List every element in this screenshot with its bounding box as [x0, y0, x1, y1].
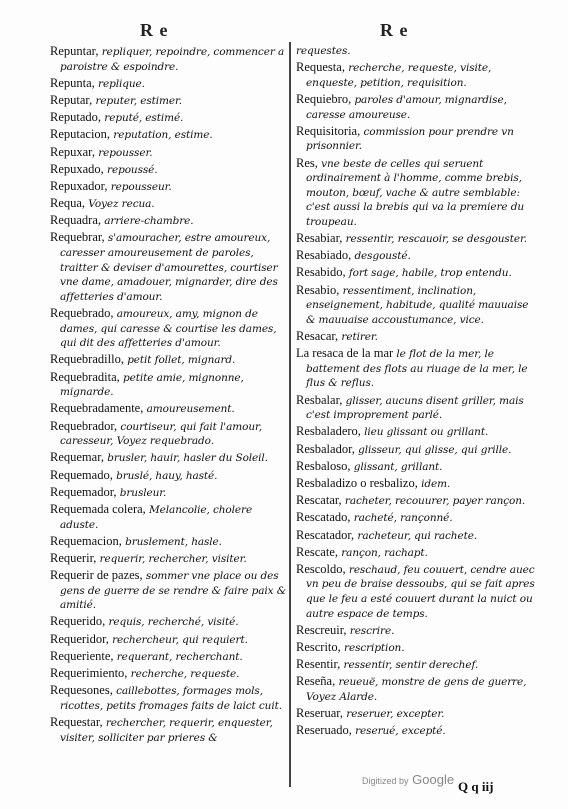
definition: idem.: [417, 477, 451, 490]
definition: reputation, estime.: [110, 129, 213, 142]
dictionary-entry: [50, 568, 286, 613]
headword: Reseña,: [296, 674, 336, 689]
headword: Requisitoria,: [296, 123, 361, 138]
definition: amoureusement.: [143, 403, 235, 416]
dictionary-entry: [50, 127, 286, 143]
dictionary-entry: [50, 306, 286, 351]
dictionary-entry: [50, 666, 286, 682]
headword: Rescoldo,: [296, 561, 346, 576]
definition: paroles d'amour, mignardise, caresse amoureuse.: [306, 93, 507, 121]
dictionary-entry: [50, 76, 286, 92]
headword: Resacar,: [296, 329, 339, 344]
headword: Requebradamente,: [50, 401, 144, 416]
digitized-label: Digitized by: [362, 776, 409, 786]
dictionary-entry: [50, 485, 286, 501]
headword: Repuxador,: [50, 178, 108, 193]
dictionary-entry: [50, 419, 286, 449]
dictionary-entry: [50, 715, 286, 745]
definition: repousseur.: [107, 180, 172, 193]
dictionary-entry: [296, 231, 536, 247]
definition: rescription.: [340, 642, 405, 655]
dictionary-entry: [50, 196, 286, 212]
definition: ressentir, rescauoir, se desgouster.: [342, 233, 527, 246]
headword: Resbaloso,: [296, 458, 351, 473]
headword: Requebrador,: [50, 418, 118, 433]
definition: glissant, grillant.: [350, 460, 443, 473]
dictionary-entry: [296, 393, 536, 423]
headword: Rescatado,: [296, 510, 351, 525]
headword: Requerimiento,: [50, 666, 128, 680]
definition: rechercher, requerir, enquester, visiter, solliciter par prieres &: [60, 716, 273, 744]
headword: Resbaladizo o resbalizo,: [296, 475, 418, 490]
headword: Res,: [296, 155, 318, 170]
headword: Reseruar,: [296, 706, 344, 721]
headword: Requesones,: [50, 683, 113, 698]
definition: petite amie, mignonne, mignarde.: [60, 371, 244, 399]
headword: Rescatador,: [296, 527, 355, 542]
definition: desgousté.: [351, 250, 411, 263]
definition: rançon, rachapt.: [338, 546, 428, 559]
definition: ressentir, sentir derechef.: [340, 659, 479, 672]
dictionary-entry: [296, 156, 536, 230]
definition: rechercheur, qui requiert.: [108, 633, 248, 646]
headword: Repuxar,: [50, 144, 95, 159]
dictionary-entry: [50, 551, 286, 567]
headword: Requebradillo,: [50, 352, 124, 367]
dictionary-entry: [50, 110, 286, 126]
definition: glisseur, qui glisse, qui grille.: [354, 443, 512, 456]
headword: Requemada colera,: [50, 501, 146, 516]
dictionary-entry: [50, 162, 286, 178]
definition: bruslement, hasle.: [121, 535, 222, 548]
dictionary-entry: [296, 459, 536, 475]
definition: repoussé.: [103, 163, 158, 176]
headword: Reputado,: [50, 110, 102, 125]
headword: Requeridor,: [50, 631, 109, 646]
dictionary-entry: [296, 493, 536, 509]
dictionary-entry: [50, 93, 286, 109]
column-divider: [289, 42, 291, 787]
headword: Requestar,: [50, 714, 103, 729]
headword: La resaca de la mar: [296, 346, 394, 361]
definition: reputé, estimé.: [101, 112, 184, 125]
page-signature: Q q iij: [458, 779, 494, 794]
dictionary-entry: [296, 265, 536, 281]
headword: Resabido,: [296, 265, 346, 280]
definition: racheté, rançonné.: [350, 512, 453, 525]
headword: Resbaladero,: [296, 424, 361, 439]
headword: Requesta,: [296, 60, 345, 75]
headword: Rescrito,: [296, 640, 341, 655]
definition: Melancolie, cholere aduste.: [60, 503, 253, 531]
dictionary-entry: [296, 248, 536, 264]
headword: Requeriente,: [50, 648, 114, 663]
headword: Resbalador,: [296, 441, 355, 456]
dictionary-entry: [296, 60, 536, 90]
dictionary-entry: [50, 44, 286, 74]
dictionary-entry: [50, 370, 286, 400]
dictionary-entry: [50, 614, 286, 630]
headword: Requiebro,: [296, 91, 352, 106]
headword: Rescate,: [296, 544, 338, 559]
headword: Reputacion,: [50, 127, 111, 142]
definition: sommer vne place ou des gens de guerre de se rendre & faire paix & amitié.: [60, 570, 286, 612]
definition: brusler, hauir, hasler du Soleil.: [104, 452, 268, 465]
dictionary-entry: [296, 674, 536, 704]
left-column: [50, 44, 286, 747]
digitized-by-google-watermark: [362, 772, 454, 787]
definition: reueuë, monstre de gens de guerre, Voyez Alarde.: [306, 676, 527, 703]
definition: repliquer, repoindre, commencer a paroistre & espoindre.: [60, 46, 285, 73]
definition: glisser, aucuns disent griller, mais c'est improprement parlé.: [306, 394, 524, 422]
dictionary-entry: [50, 683, 286, 713]
headword: Requa,: [50, 196, 86, 211]
dictionary-entry: [296, 723, 536, 739]
definition: ressentiment, inclination, enseignement, habitude, qualité mauuaise & mauuaise accoustumance, vice.: [306, 284, 529, 326]
definition: amoureux, amy, mignon de dames, qui caresse & courtise les dames, qui dit des affetteries d'amour.: [60, 308, 277, 350]
headword: Repuntar,: [50, 44, 99, 58]
definition: recherche, requeste.: [127, 668, 240, 680]
dictionary-entry: [296, 640, 536, 656]
running-head-left: R e: [140, 20, 169, 40]
dictionary-entry: [50, 450, 286, 466]
headword: Reseruado,: [296, 723, 352, 738]
headword: Requebrar,: [50, 230, 105, 245]
definition: brusleur.: [116, 486, 167, 499]
headword: Repunta,: [50, 75, 95, 90]
dictionary-entry: [50, 632, 286, 648]
definition: replique.: [94, 77, 145, 90]
headword: Requebrado,: [50, 306, 114, 321]
dictionary-entry: [296, 623, 536, 639]
definition: reputer, estimer.: [92, 94, 182, 107]
headword: Requebradita,: [50, 369, 120, 384]
definition: retirer.: [338, 331, 378, 344]
definition: reseruer, excepter.: [343, 708, 445, 721]
dictionary-entry: [296, 329, 536, 345]
headword: Requerir,: [50, 550, 97, 565]
dictionary-entry: [50, 468, 286, 484]
google-wordmark: Google: [412, 772, 455, 787]
definition: fort sage, habile, trop entendu.: [345, 267, 512, 280]
dictionary-entry: [296, 283, 536, 328]
dictionary-entry: [296, 657, 536, 673]
dictionary-entry: [296, 442, 536, 458]
dictionary-entry: [296, 562, 536, 621]
right-column: [296, 44, 536, 741]
dictionary-entry: [50, 352, 286, 368]
definition: bruslé, hauy, hasté.: [112, 469, 218, 482]
definition: lieu glissant ou grillant.: [360, 426, 489, 439]
dictionary-entry: [296, 528, 536, 544]
definition: vne beste de celles qui seruent ordinairement à l'homme, comme brebis, mouton, bœuf, vache & autre semblable: c'est aussi la brebis qui va la premiere du troupeau.: [306, 157, 525, 228]
headword: Repuxado,: [50, 161, 104, 176]
headword: Requemador,: [50, 484, 117, 499]
headword: Resentir,: [296, 657, 341, 672]
dictionary-entry: [296, 510, 536, 526]
dictionary-entry: [50, 649, 286, 665]
dictionary-entry: [296, 346, 536, 391]
definition: Voyez recua.: [85, 198, 155, 211]
definition: le flot de la mer, le battement des flots au riuage de la mer, le flus & reflus.: [306, 348, 528, 390]
dictionary-entry: [50, 179, 286, 195]
definition: reserué, excepté.: [351, 725, 446, 738]
dictionary-entry: [296, 424, 536, 440]
headword: Resabiar,: [296, 231, 343, 246]
definition: requis, recherché, visité.: [105, 616, 239, 629]
definition: reschaud, feu couuert, cendre auec vn peu de braise dessoubs, qui se fait apres que le feu a esté couuert durant la nuict ou autre espace de temps.: [306, 563, 535, 620]
headword: Requerido,: [50, 614, 106, 629]
dictionary-entry: [50, 230, 286, 304]
dictionary-entry: [296, 706, 536, 722]
definition: petit follet, mignard.: [123, 354, 236, 367]
headword: Requemado,: [50, 467, 113, 482]
definition: requerir, rechercher, visiter.: [96, 552, 247, 565]
definition: s'amouracher, estre amoureux, caresser amoureusement de paroles, traitter & deviser d'amourettes, courtiser vne dame, amadouer, mignarder, dire des affetteries d'amour.: [60, 232, 278, 303]
headword: Resbalar,: [296, 392, 343, 407]
headword: Requerir de pazes,: [50, 568, 143, 583]
headword: Resabiado,: [296, 248, 352, 263]
headword: Reputar,: [50, 92, 93, 107]
running-head-right: R e: [380, 20, 409, 40]
dictionary-entry: [50, 534, 286, 550]
dictionary-entry: [296, 92, 536, 122]
definition: arriere-chambre.: [101, 215, 194, 228]
headword: Resabio,: [296, 282, 340, 297]
headword: Requemacion,: [50, 533, 122, 548]
definition: recherche, requeste, visite, enqueste, petition, requisition.: [306, 62, 492, 89]
headword: Rescreuir,: [296, 622, 347, 637]
definition: racheter, recouurer, payer rançon.: [341, 495, 526, 508]
dictionary-entry: [296, 44, 536, 59]
headword: Requemar,: [50, 450, 104, 465]
dictionary-entry: [50, 502, 286, 532]
dictionary-entry: [50, 145, 286, 161]
definition: requerant, recherchant.: [113, 650, 243, 663]
dictionary-entry: [296, 476, 536, 492]
dictionary-entry: [296, 545, 536, 561]
definition: caillebottes, formages mols, ricottes, petits fromages faits de laict cuit.: [60, 685, 282, 712]
definition: commission pour prendre vn prisonnier.: [306, 125, 514, 153]
definition: repousser.: [94, 146, 153, 159]
headword: Requadra,: [50, 213, 102, 228]
dictionary-entry: [50, 213, 286, 229]
dictionary-entry: [50, 401, 286, 417]
definition: rescrire.: [346, 624, 395, 637]
definition: courtiseur, qui fait l'amour, caresseur, Voyez requebrado.: [60, 420, 262, 448]
definition: racheteur, qui rachete.: [354, 529, 478, 542]
definition: requestes.: [296, 45, 351, 57]
dictionary-entry: [296, 124, 536, 154]
headword: Rescatar,: [296, 493, 342, 508]
